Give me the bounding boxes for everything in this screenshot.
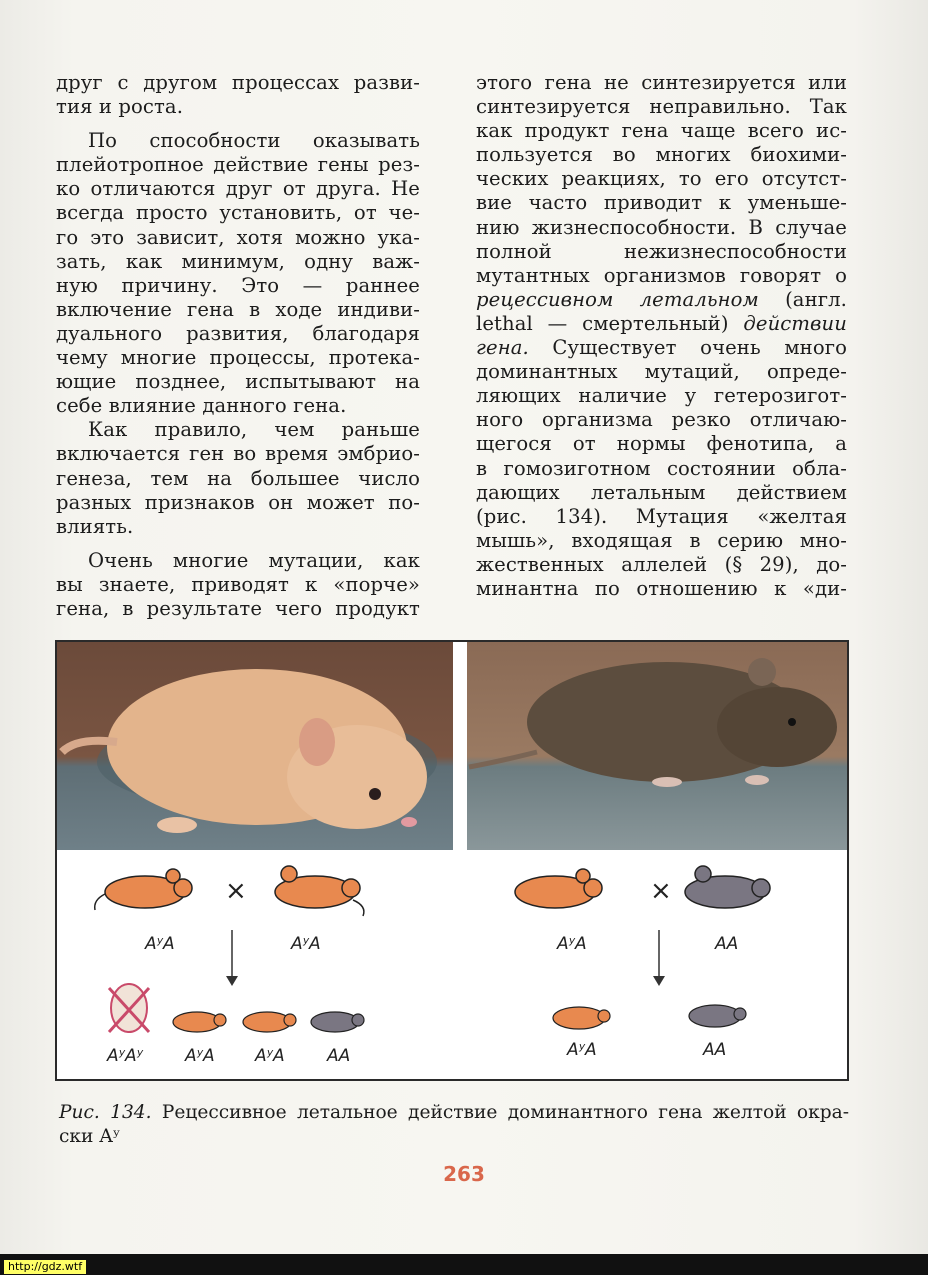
figure-134 <box>55 640 849 1081</box>
cross-symbol: × <box>650 876 672 906</box>
lethal-embryo-icon <box>109 984 149 1032</box>
text-line: чему многие процессы, протека- <box>56 346 420 370</box>
genotype-label: AA <box>703 1040 727 1060</box>
text-line: ную причину. Это — раннее <box>56 273 420 297</box>
watermark-link[interactable]: http://gdz.wtf <box>4 1260 86 1274</box>
text-line: жественных аллелей (§ 29), до- <box>476 552 847 576</box>
text-line: По способности оказывать <box>88 129 420 153</box>
text-line: включение гена в ходе индиви- <box>56 297 420 321</box>
text-line: влиять. <box>56 514 134 538</box>
figure-divider <box>453 642 467 850</box>
text-line: ного организма резко отличаю- <box>476 408 847 432</box>
text-line: доминантных мутаций, опреде- <box>476 360 847 384</box>
text-line: друг с другом процессах разви- <box>56 71 420 94</box>
grey-mouse-small-icon <box>311 1012 364 1032</box>
text-line: Очень многие мутации, как <box>88 548 420 572</box>
text-line: включается ген во время эмбрио- <box>56 442 420 466</box>
caption-label: Рис. 134. <box>59 1102 152 1123</box>
cross-diagram-left <box>57 850 453 1079</box>
caption-line-1 <box>59 1101 849 1125</box>
text-line: разных признаков он может по- <box>56 490 420 514</box>
photo-yellow-mouse <box>57 642 453 850</box>
text-line: ляющих наличие у гетерозигот- <box>476 384 847 408</box>
text-line: пользуется во многих биохими- <box>476 143 847 167</box>
cross-symbol: × <box>225 876 247 906</box>
caption-text: Рецессивное летальное действие доминантного гена желтой окра- <box>161 1102 849 1123</box>
paragraph-gap <box>56 119 420 129</box>
text-line: дающих летальным действием <box>476 480 847 504</box>
page-number: 263 <box>443 1162 485 1186</box>
caption-line-2: ски Aʸ <box>59 1126 121 1147</box>
text-line: ющие позднее, испытывают на <box>56 370 420 394</box>
genotype-label: AA <box>715 934 739 954</box>
cross-diagram-right <box>467 850 847 1079</box>
text-line: зать, как минимум, одну важ- <box>56 249 420 273</box>
text-line: (рис. 134). Мутация «желтая <box>476 504 847 528</box>
text-line: всегда просто установить, от че- <box>56 201 420 225</box>
text-line: гена, в результате чего продукт <box>56 596 420 620</box>
genotype-label: AʸA <box>567 1040 597 1060</box>
figure-caption <box>59 1101 849 1149</box>
text-line: нию жизнеспособности. В случае <box>476 215 847 239</box>
text-line: щегося от нормы фенотипа, а <box>476 432 847 456</box>
genotype-label: AA <box>327 1046 351 1066</box>
text-line: мутантных организмов говорят о <box>476 263 847 287</box>
text-line: синтезируется неправильно. Так <box>476 95 847 119</box>
yellow-mouse-small-icon <box>173 1012 226 1032</box>
text-line: генеза, тем на большее число <box>56 466 420 490</box>
text-line: гена. Существует очень много <box>476 336 847 360</box>
yellow-mouse-icon <box>275 866 364 916</box>
text-line: себе влияние данного гена. <box>56 394 347 418</box>
text-line: тия и роста. <box>56 95 184 119</box>
genotype-label: AʸA <box>145 934 175 954</box>
text-line: ко отличаются друг от друга. Не <box>56 177 420 201</box>
grey-mouse-icon <box>685 866 770 908</box>
text-line: ческих реакциях, то его отсутст- <box>476 167 847 191</box>
photo-grey-mouse <box>467 642 847 850</box>
text-line: вы знаете, приводят к «порче» <box>56 572 420 596</box>
text-line: lethal — смертельный) действии <box>476 311 847 335</box>
genotype-label: AʸA <box>185 1046 215 1066</box>
bottom-bar <box>0 1254 928 1275</box>
text-line: Как правило, чем раньше <box>88 418 420 442</box>
text-line: плейотропное действие гены рез- <box>56 153 420 177</box>
text-line: этого гена не синтезируется или <box>476 71 847 94</box>
text-line: полной нежизнеспособности <box>476 239 847 263</box>
text-column-right <box>476 71 847 601</box>
text-line: дуального развития, благодаря <box>56 321 420 345</box>
genotype-label: AʸAʸ <box>107 1046 143 1066</box>
text-line: мышь», входящая в серию мно- <box>476 528 847 552</box>
text-line: в гомозиготном состоянии обла- <box>476 456 847 480</box>
text-line: рецессивном летальном (англ. <box>476 287 847 311</box>
yellow-mouse-small-icon <box>243 1012 296 1032</box>
text-line: го это зависит, хотя можно ука- <box>56 225 420 249</box>
text-line: минантна по отношению к «ди- <box>476 576 847 600</box>
paragraph-gap <box>56 539 420 549</box>
yellow-mouse-icon <box>95 869 192 910</box>
text-column-left <box>56 71 420 621</box>
text-line: вие часто приводит к уменьше- <box>476 191 847 215</box>
genotype-label: AʸA <box>255 1046 285 1066</box>
genotype-label: AʸA <box>291 934 321 954</box>
genotype-label: AʸA <box>557 934 587 954</box>
yellow-mouse-icon <box>515 869 602 908</box>
yellow-mouse-small-icon <box>553 1007 610 1029</box>
grey-mouse-small-icon <box>689 1005 746 1027</box>
text-line: как продукт гена чаще всего ис- <box>476 119 847 143</box>
